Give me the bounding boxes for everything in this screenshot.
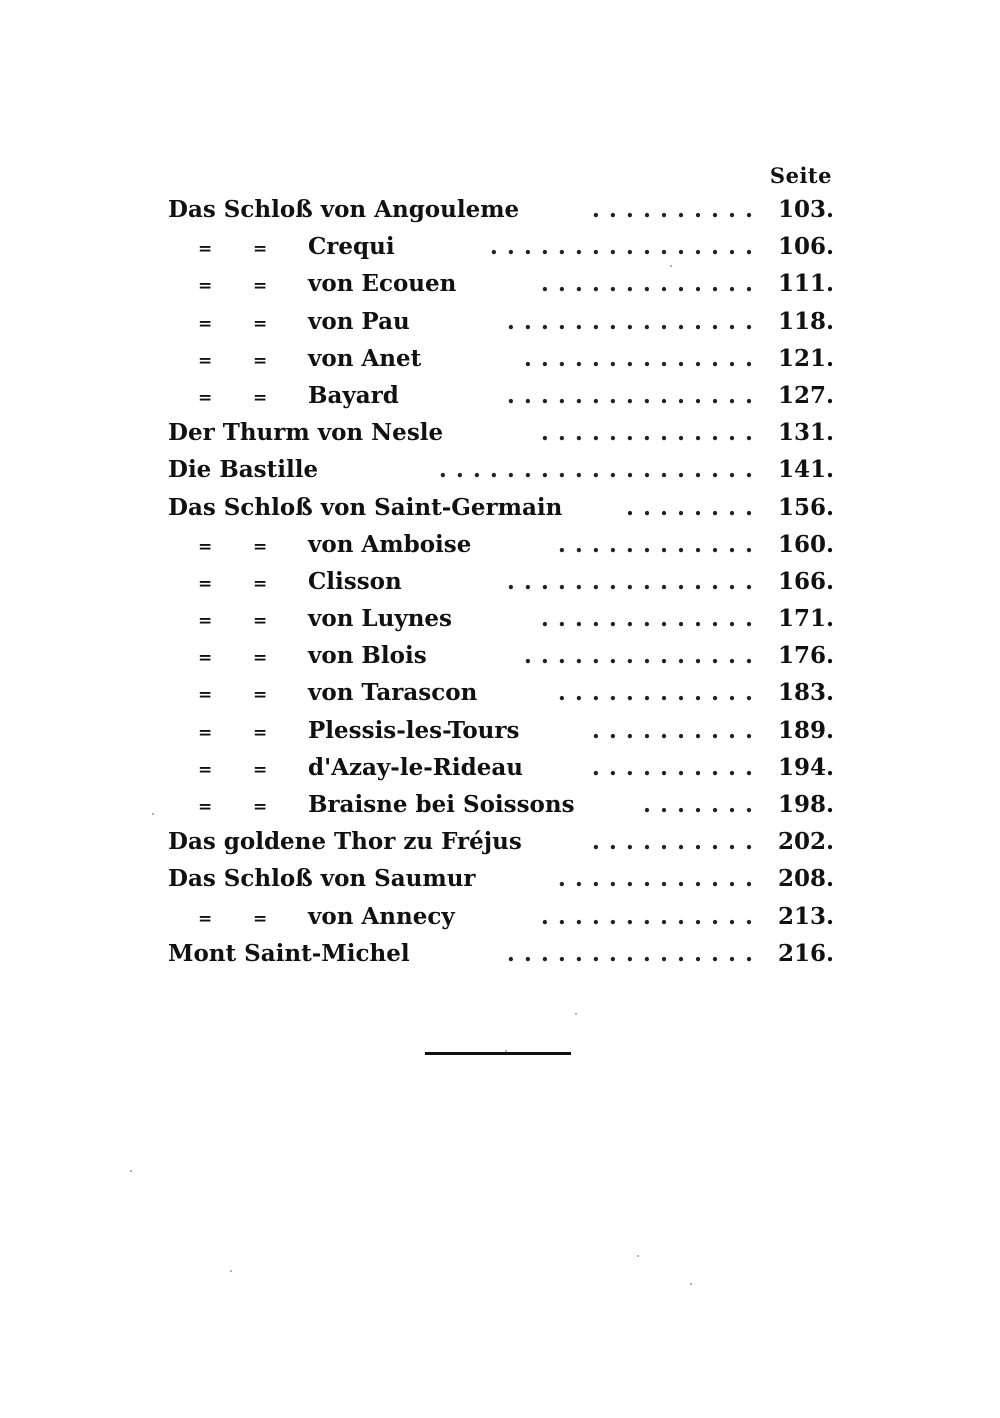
toc-entry-title: von Annecy — [308, 902, 455, 930]
leader-dots: .......... — [591, 196, 762, 223]
toc-entry-page: 183. — [777, 679, 834, 707]
toc-entry-title: Braisne bei Soissons — [308, 791, 575, 818]
toc-entry — [168, 861, 834, 898]
toc-entry-title: von Anet — [308, 344, 422, 372]
ditto-mark: = — [198, 648, 213, 669]
toc-entry-page: 166. — [777, 567, 834, 595]
leader-dots: ............ — [557, 679, 762, 707]
toc-entry-title: Bayard — [308, 381, 399, 409]
toc-entry — [168, 527, 834, 564]
table-of-contents — [168, 192, 834, 973]
paper-speck — [152, 813, 154, 815]
ditto-mark: = — [253, 350, 268, 371]
ditto-mark: = — [253, 611, 268, 632]
ditto-mark: = — [253, 276, 268, 297]
toc-entry-page: 189. — [777, 716, 834, 744]
leader-dots: ............. — [540, 419, 762, 447]
ditto-mark: = — [253, 722, 268, 743]
ditto-mark: = — [253, 313, 268, 334]
toc-entry-title: von Luynes — [308, 605, 452, 633]
ditto-mark: = — [198, 350, 213, 371]
ditto-mark: = — [253, 797, 268, 817]
toc-entry-page: 131. — [777, 419, 834, 447]
leader-dots: ............ — [557, 865, 762, 893]
leader-dots: ................ — [489, 233, 762, 261]
toc-entry — [168, 787, 834, 824]
toc-entry-page: 202. — [777, 828, 834, 856]
toc-entry-title: Die Bastille — [168, 456, 319, 484]
leader-dots: .......... — [591, 716, 762, 744]
toc-entry-page: 111. — [777, 270, 834, 298]
ditto-mark: = — [198, 239, 213, 260]
toc-entry-page: 208. — [777, 865, 834, 893]
toc-entry — [168, 452, 834, 489]
toc-entry — [168, 229, 834, 266]
ditto-mark: = — [198, 685, 213, 706]
ditto-mark: = — [198, 313, 213, 334]
paper-speck — [690, 1283, 692, 1285]
toc-entry-title: Der Thurm von Nesle — [168, 419, 444, 447]
ditto-mark: = — [198, 611, 213, 632]
toc-entry-title: von Blois — [308, 642, 427, 670]
paper-speck — [130, 1170, 132, 1172]
toc-entry-title: Clisson — [308, 567, 402, 595]
leader-dots: .............. — [523, 642, 762, 670]
ditto-mark: = — [198, 276, 213, 297]
leader-dots: ............. — [540, 605, 762, 633]
toc-entry-page: 141. — [777, 456, 834, 484]
ditto-mark: = — [198, 573, 213, 594]
toc-entry — [168, 304, 834, 341]
closing-rule — [425, 1052, 571, 1055]
toc-entry — [168, 192, 834, 229]
toc-entry-title: von Pau — [308, 307, 410, 335]
ditto-mark: = — [198, 908, 213, 929]
leader-dots: ............... — [506, 307, 762, 335]
paper-speck — [505, 1050, 507, 1052]
leader-dots: .......... — [591, 828, 762, 856]
leader-dots: ............ — [557, 530, 762, 558]
toc-entry — [168, 713, 834, 750]
ditto-mark: = — [253, 573, 268, 594]
toc-entry — [168, 415, 834, 452]
toc-entry-title: Das goldene Thor zu Fréjus — [168, 828, 522, 856]
toc-entry — [168, 638, 834, 675]
leader-dots: ............... — [506, 939, 762, 967]
ditto-mark: = — [198, 536, 213, 557]
ditto-mark: = — [253, 759, 268, 780]
toc-entry-title: Plessis-les-Tours — [308, 716, 520, 744]
toc-entry-title: von Ecouen — [308, 270, 457, 298]
ditto-mark: = — [253, 908, 268, 929]
ditto-mark: = — [198, 722, 213, 743]
leader-dots: ............... — [506, 381, 762, 409]
toc-entry-page: 213. — [777, 902, 834, 930]
toc-entry-page: 198. — [777, 791, 834, 818]
toc-entry-title: von Amboise — [308, 530, 472, 558]
leader-dots: ....... — [642, 791, 762, 818]
toc-entry — [168, 936, 834, 973]
toc-entry-page: 118. — [777, 307, 834, 335]
leader-dots: ............... — [506, 567, 762, 595]
toc-entry — [168, 341, 834, 378]
leader-dots: ............. — [540, 270, 762, 298]
toc-entry-title: Das Schloß von Saint-Germain — [168, 493, 563, 521]
paper-speck — [575, 1013, 577, 1015]
ditto-mark: = — [253, 685, 268, 706]
paper-speck — [230, 1270, 232, 1272]
toc-entry-title: Mont Saint-Michel — [168, 939, 410, 967]
toc-entry — [168, 266, 834, 303]
ditto-mark: = — [253, 387, 268, 408]
leader-dots: ............. — [540, 902, 762, 930]
toc-entry — [168, 601, 834, 638]
toc-entry — [168, 675, 834, 712]
leader-dots: .............. — [523, 344, 762, 372]
toc-entry-page: 156. — [777, 493, 834, 521]
paper-speck — [637, 1255, 639, 1257]
leader-dots: ........ — [625, 493, 762, 521]
toc-entry-page: 106. — [777, 233, 834, 261]
toc-entry — [168, 899, 834, 936]
toc-entry — [168, 824, 834, 861]
page-column-header: Seite — [769, 163, 832, 188]
toc-entry — [168, 378, 834, 415]
ditto-mark: = — [253, 648, 268, 669]
ditto-mark: = — [198, 759, 213, 780]
toc-entry-title: Das Schloß von Saumur — [168, 865, 476, 893]
toc-entry — [168, 490, 834, 527]
toc-entry-page: 176. — [777, 642, 834, 670]
toc-entry-page: 216. — [777, 939, 834, 967]
toc-entry-page: 103. — [777, 196, 834, 223]
toc-entry-page: 171. — [777, 605, 834, 633]
toc-entry-page: 127. — [777, 381, 834, 409]
ditto-mark: = — [198, 387, 213, 408]
toc-entry-page: 160. — [777, 530, 834, 558]
toc-entry-title: von Tarascon — [308, 679, 478, 707]
ditto-mark: = — [253, 239, 268, 260]
toc-entry-page: 194. — [777, 753, 834, 781]
toc-entry-title: Crequi — [308, 233, 395, 261]
toc-entry-title: d'Azay-le-Rideau — [308, 753, 523, 781]
toc-entry-page: 121. — [777, 344, 834, 372]
leader-dots: .......... — [591, 753, 762, 781]
toc-entry — [168, 750, 834, 787]
paper-speck — [670, 265, 672, 267]
ditto-mark: = — [198, 797, 213, 817]
leader-dots: ................... — [438, 456, 762, 484]
ditto-mark: = — [253, 536, 268, 557]
toc-entry — [168, 564, 834, 601]
toc-entry-title: Das Schloß von Angouleme — [168, 196, 520, 223]
